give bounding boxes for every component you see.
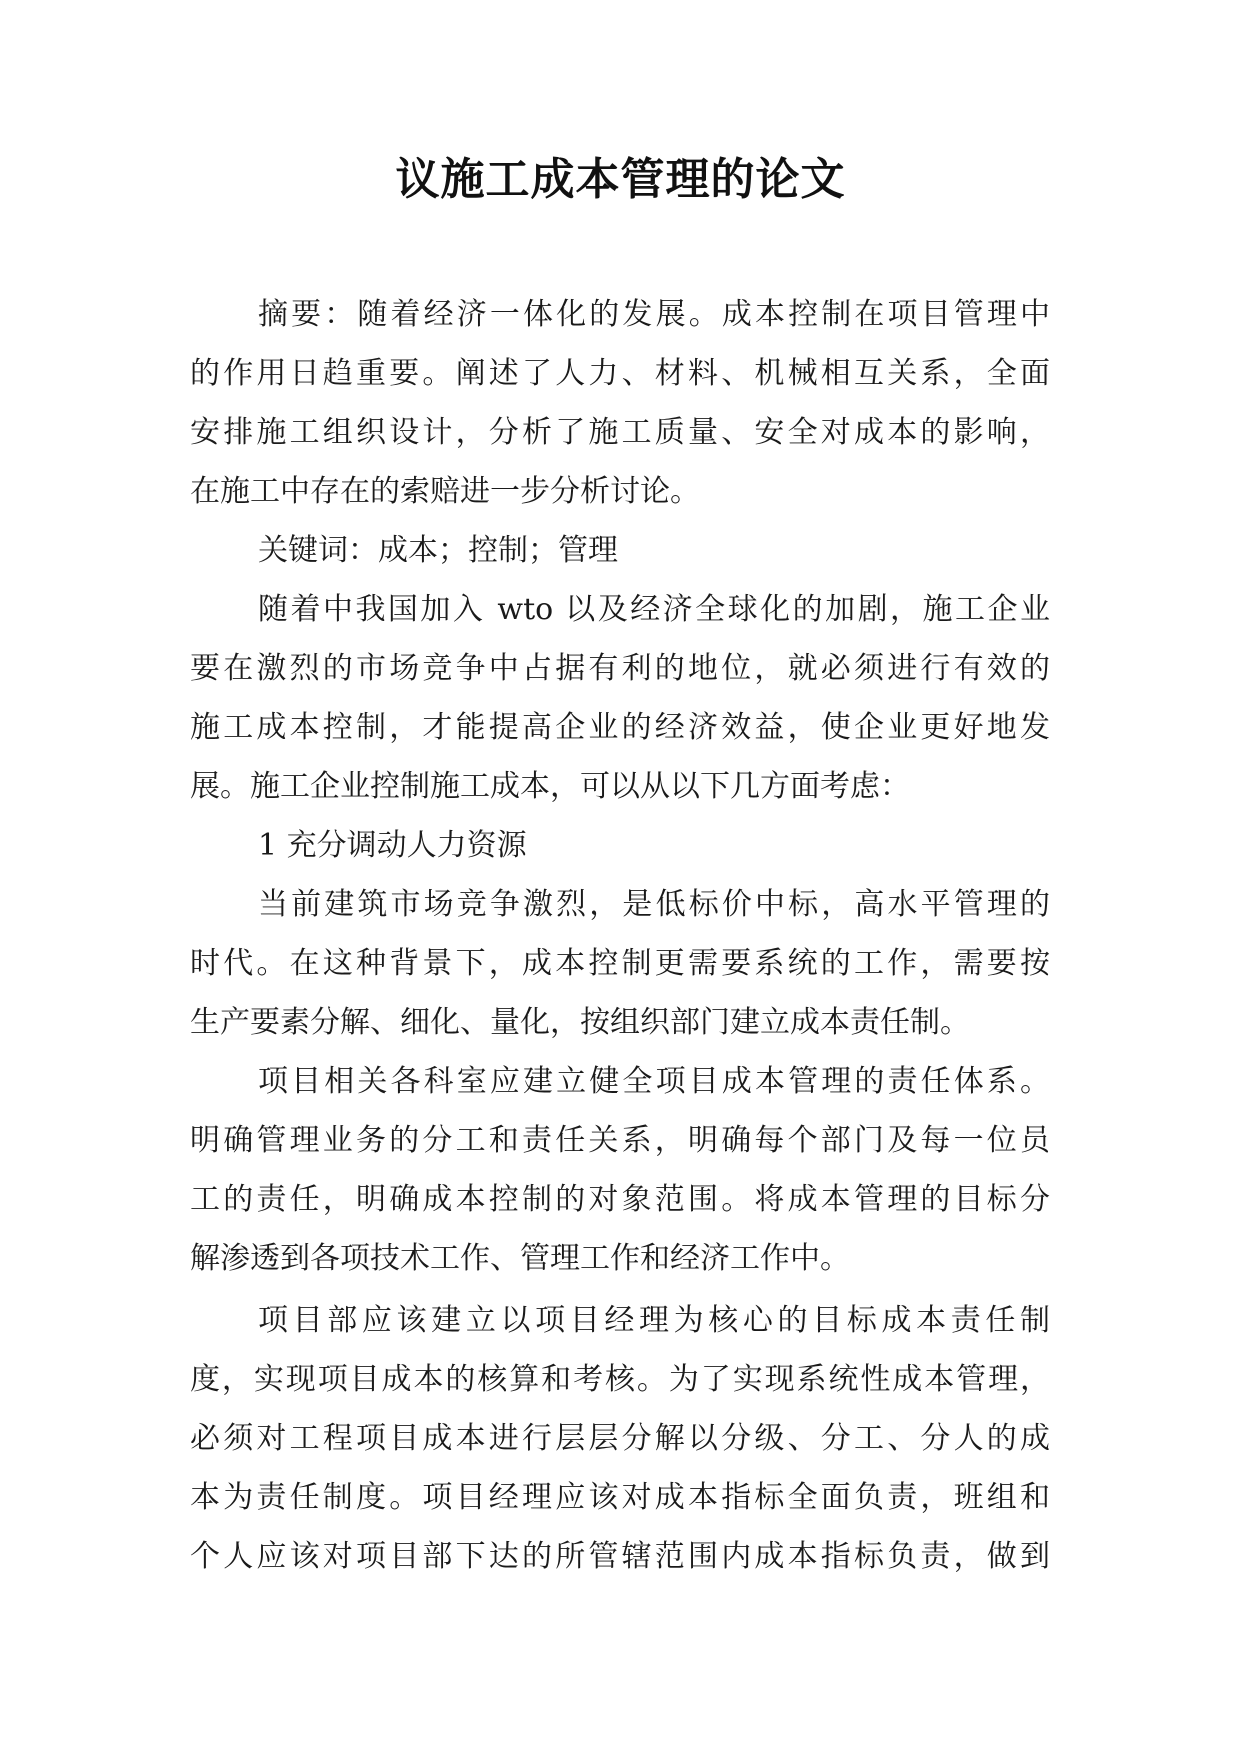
keywords-line: 关键词：成本；控制；管理 <box>258 533 618 568</box>
intro-line-2: 要在激烈的市场竞争中占据有利的地位，就必须进行有效的 <box>190 651 1050 686</box>
paragraph-2-line-1: 项目相关各科室应建立健全项目成本管理的责任体系。 <box>258 1064 1050 1099</box>
abstract-line-3: 安排施工组织设计，分析了施工质量、安全对成本的影响， <box>190 415 1050 450</box>
paragraph-2-line-3: 工的责任，明确成本控制的对象范围。将成本管理的目标分 <box>190 1182 1050 1217</box>
document-title: 议施工成本管理的论文 <box>395 154 846 205</box>
intro-line-3: 施工成本控制，才能提高企业的经济效益，使企业更好地发 <box>190 710 1050 745</box>
paragraph-3-line-3: 必须对工程项目成本进行层层分解以分级、分工、分人的成 <box>190 1421 1050 1456</box>
paragraph-1-line-3: 生产要素分解、细化、量化，按组织部门建立成本责任制。 <box>190 1005 970 1040</box>
document-body <box>190 285 1050 1586</box>
abstract-line-4: 在施工中存在的索赔进一步分析讨论。 <box>190 474 700 509</box>
paragraph-3-line-2: 度，实现项目成本的核算和考核。为了实现系统性成本管理， <box>190 1362 1050 1397</box>
abstract-line-2: 的作用日趋重要。阐述了人力、材料、机械相互关系，全面 <box>190 356 1050 391</box>
paragraph-3-line-5: 个人应该对项目部下达的所管辖范围内成本指标负责，做到 <box>190 1539 1050 1574</box>
abstract-line-1: 摘要：随着经济一体化的发展。成本控制在项目管理中 <box>258 297 1050 332</box>
paragraph-2-line-4: 解渗透到各项技术工作、管理工作和经济工作中。 <box>190 1241 850 1276</box>
paragraph-2-line-2: 明确管理业务的分工和责任关系，明确每个部门及每一位员 <box>190 1123 1050 1158</box>
paragraph-3-line-1: 项目部应该建立以项目经理为核心的目标成本责任制 <box>258 1303 1050 1338</box>
paragraph-1-line-1: 当前建筑市场竞争激烈，是低标价中标，高水平管理的 <box>258 887 1050 922</box>
intro-line-4: 展。施工企业控制施工成本，可以从以下几方面考虑： <box>190 769 910 804</box>
section-heading-1: 1 充分调动人力资源 <box>258 828 527 863</box>
paragraph-3-line-4: 本为责任制度。项目经理应该对成本指标全面负责，班组和 <box>190 1480 1050 1515</box>
paragraph-1-line-2: 时代。在这种背景下，成本控制更需要系统的工作，需要按 <box>190 946 1050 981</box>
intro-line-1: 随着中我国加入 wto 以及经济全球化的加剧，施工企业 <box>258 592 1050 627</box>
